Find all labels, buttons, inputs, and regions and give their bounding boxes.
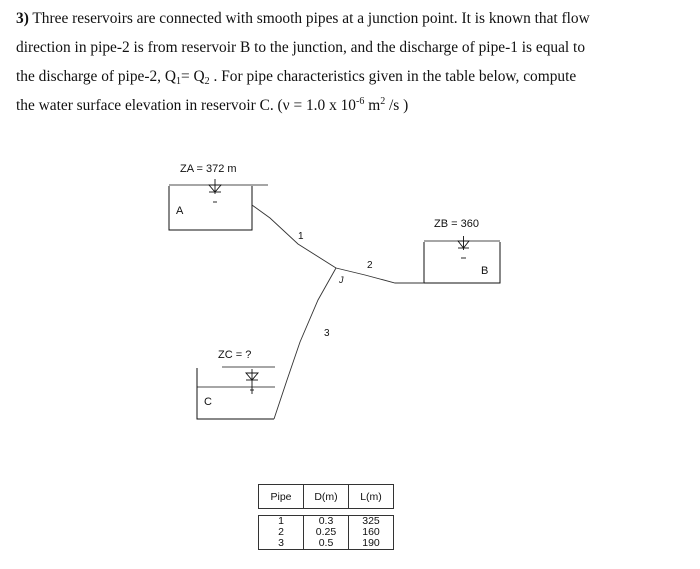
table-row: 2 0.25 160 <box>259 527 394 538</box>
problem-line-3: the discharge of pipe-2, $Q_1= Q_2$ . For pipe characteristics given in the table below, compute <box>16 68 577 87</box>
col-header-diameter: D(m) <box>304 485 349 509</box>
pipes <box>252 205 424 419</box>
reservoir-b-label: B <box>481 265 489 277</box>
pipe-2-label: 2 <box>367 260 373 271</box>
junction-label: J <box>339 275 344 285</box>
col-header-pipe: Pipe <box>259 485 304 509</box>
zc-label: ZC = ? <box>218 349 252 361</box>
reservoir-a-label: A <box>176 205 184 217</box>
reservoir-b <box>424 241 500 283</box>
pipe-1-line <box>252 205 336 268</box>
col-header-length: L(m) <box>349 485 394 509</box>
problem-line-1: 3) Three reservoirs are connected with smooth pipes at a junction point. It is known that flow <box>16 10 590 27</box>
zb-label: ZB = 360 <box>434 218 479 230</box>
pipe-2-line <box>336 268 424 283</box>
reservoir-c <box>197 367 275 419</box>
problem-line-4: the water surface elevation in reservoir C. (ν = 1.0 x $10^{-6}$ $m^2$ /s ) <box>16 96 409 114</box>
table-row: 1 0.3 325 <box>259 516 394 528</box>
pipe-1-label: 1 <box>298 231 304 242</box>
water-surface-icon <box>246 369 258 394</box>
za-label: ZA = 372 m <box>180 163 237 175</box>
pipe-3-label: 3 <box>324 328 330 339</box>
pipe-3-line <box>274 268 336 419</box>
water-surface-icon <box>458 236 469 258</box>
water-surface-icon <box>209 179 221 202</box>
problem-number: 3) <box>16 10 29 27</box>
reservoir-c-label: C <box>204 396 212 408</box>
table-row: 3 0.5 190 <box>259 538 394 550</box>
problem-line-2: direction in pipe-2 is from reservoir B to the junction, and the discharge of pipe-1 is equal to <box>16 39 586 56</box>
pipe-characteristics-table <box>258 484 394 550</box>
